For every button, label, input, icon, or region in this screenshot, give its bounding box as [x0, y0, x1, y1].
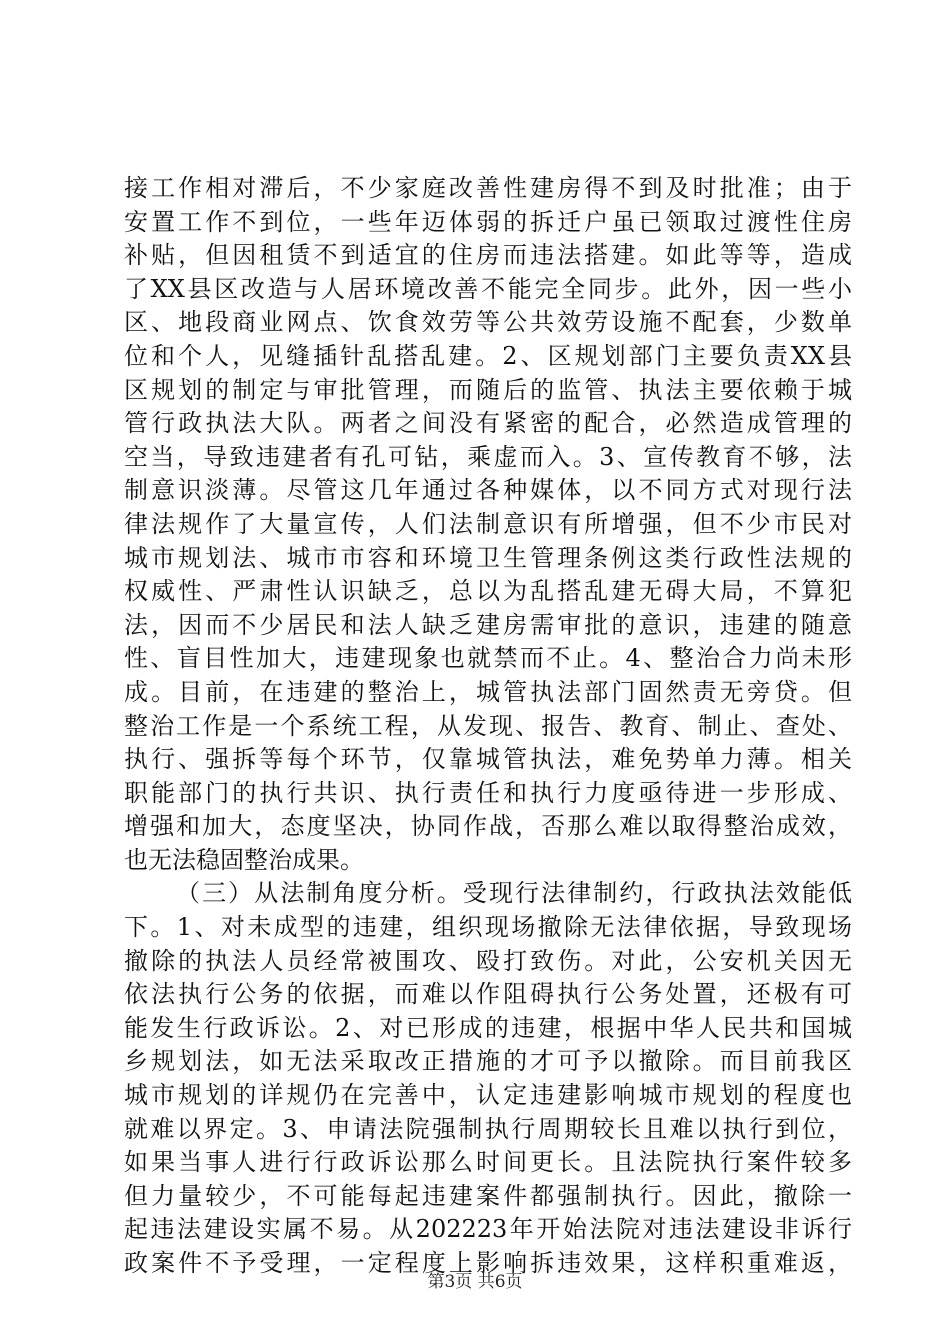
text-line: 职能部门的执行共识、执行责任和执行力度亟待进一步形成、 [124, 778, 852, 807]
text-line: 接工作相对滞后，不少家庭改善性建房得不到及时批准；由于 [124, 174, 852, 202]
text-line: 法，因而不少居民和法人缺乏建房需审批的意识，违建的随意 [124, 610, 852, 639]
body-text [124, 172, 852, 1281]
section-heading-line: （三）从法制角度分析。受现行法律制约，行政执法效能低 [176, 879, 852, 908]
text-line: 权威性、严肃性认识缺乏，总以为乱搭乱建无碍大局，不算犯 [124, 577, 852, 606]
text-line: 成。目前，在违建的整治上，城管执法部门固然责无旁贷。但 [124, 677, 852, 706]
text-line: 政案件不予受理，一定程度上影响拆违效果，这样积重难返， [124, 1249, 852, 1277]
text-line: 区、地段商业网点、饮食效劳等公共效劳设施不配套，少数单 [124, 308, 852, 337]
text-line: 起违法建设实属不易。从202223年开始法院对违法建设非诉行 [124, 1215, 852, 1244]
page-number-label: 第3页 共6页 [427, 1272, 523, 1292]
text-line: 位和个人，见缝插针乱搭乱建。2、区规划部门主要负责XX县 [124, 341, 852, 370]
text-line: 补贴，但因租赁不到适宜的住房而违法搭建。如此等等，造成 [124, 241, 852, 270]
text-line: 安置工作不到位，一些年迈体弱的拆迁户虽已领取过渡性住房 [124, 207, 852, 236]
page-footer [0, 1272, 950, 1292]
text-line: 增强和加大，态度坚决，协同作战，否那么难以取得整治成效， [124, 812, 852, 841]
text-line: 了XX县区改造与人居环境改善不能完全同步。此外，因一些小 [124, 274, 852, 303]
text-line: 空当，导致违建者有孔可钻，乘虚而入。3、宣传教育不够，法 [124, 442, 852, 471]
text-line: 城市规划法、城市市容和环境卫生管理条例这类行政性法规的 [124, 543, 852, 572]
text-line: 区规划的制定与审批管理，而随后的监管、执法主要依赖于城 [124, 375, 852, 404]
text-line: 依法执行公务的依据，而难以作阻碍执行公务处置，还极有可 [124, 980, 852, 1009]
text-line: 也无法稳固整治成果。 [124, 845, 364, 874]
text-line: 管行政执法大队。两者之间没有紧密的配合，必然造成管理的 [124, 409, 852, 438]
text-line: 撤除的执法人员经常被围攻、殴打致伤。对此，公安机关因无 [124, 946, 852, 975]
text-line: 执行、强拆等每个环节，仅靠城管执法，难免势单力薄。相关 [124, 745, 852, 774]
text-line: 性、盲目性加大，违建现象也就禁而不止。4、整治合力尚未形 [124, 644, 852, 673]
text-line: 如果当事人进行行政诉讼那么时间更长。且法院执行案件较多 [124, 1148, 852, 1177]
text-line: 城市规划的详规仍在完善中，认定违建影响城市规划的程度也 [124, 1081, 852, 1110]
text-line: 乡规划法，如无法采取改正措施的才可予以撤除。而目前我区 [124, 1047, 852, 1076]
text-line: 律法规作了大量宣传，人们法制意识有所增强，但不少市民对 [124, 509, 852, 538]
text-line: 能发生行政诉讼。2、对已形成的违建，根据中华人民共和国城 [124, 1013, 852, 1042]
text-line: 下。1、对未成型的违建，组织现场撤除无法律依据，导致现场 [124, 913, 852, 942]
text-line: 制意识淡薄。尽管这几年通过各种媒体，以不同方式对现行法 [124, 476, 852, 505]
text-line: 但力量较少，不可能每起违建案件都强制执行。因此，撤除一 [124, 1181, 852, 1210]
text-line: 就难以界定。3、申请法院强制执行周期较长且难以执行到位， [124, 1114, 852, 1143]
text-line: 整治工作是一个系统工程，从发现、报告、教育、制止、查处、 [124, 711, 852, 740]
